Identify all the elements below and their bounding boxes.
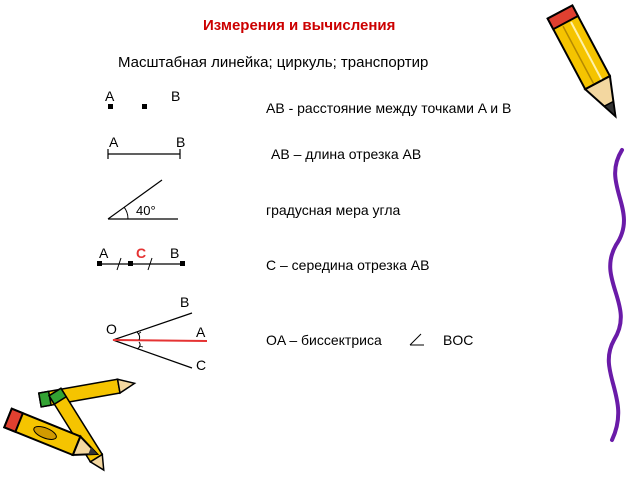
slide-subtitle: Масштабная линейка; циркуль; транспортир — [118, 54, 429, 71]
pencil-icon — [548, 5, 628, 122]
row5-description: OA – биссектриса — [266, 332, 382, 348]
purple-squiggle — [609, 150, 624, 440]
label-b: B — [180, 294, 190, 310]
label-o: O — [106, 321, 117, 337]
row4-description: C – середина отрезка AB — [266, 257, 430, 273]
row1-description: AB - расстояние между точками A и B — [266, 100, 512, 116]
label-b: B — [170, 245, 180, 261]
label-a: A — [105, 88, 115, 104]
slide-title: Измерения и вычисления — [203, 17, 396, 34]
pencils-bundle-icon — [4, 376, 136, 473]
label-a: A — [196, 324, 206, 340]
row3-description: градусная мера угла — [266, 202, 401, 218]
label-b: B — [176, 134, 186, 150]
label-c-midpoint: C — [136, 245, 147, 261]
label-a: A — [99, 245, 109, 261]
label-c: C — [196, 357, 207, 373]
row2-description: AB – длина отрезка AB — [271, 146, 422, 162]
label-a: A — [109, 134, 119, 150]
angle-value: 40° — [136, 203, 156, 218]
row5-description-tail: BOC — [443, 332, 474, 348]
label-b: B — [171, 88, 181, 104]
